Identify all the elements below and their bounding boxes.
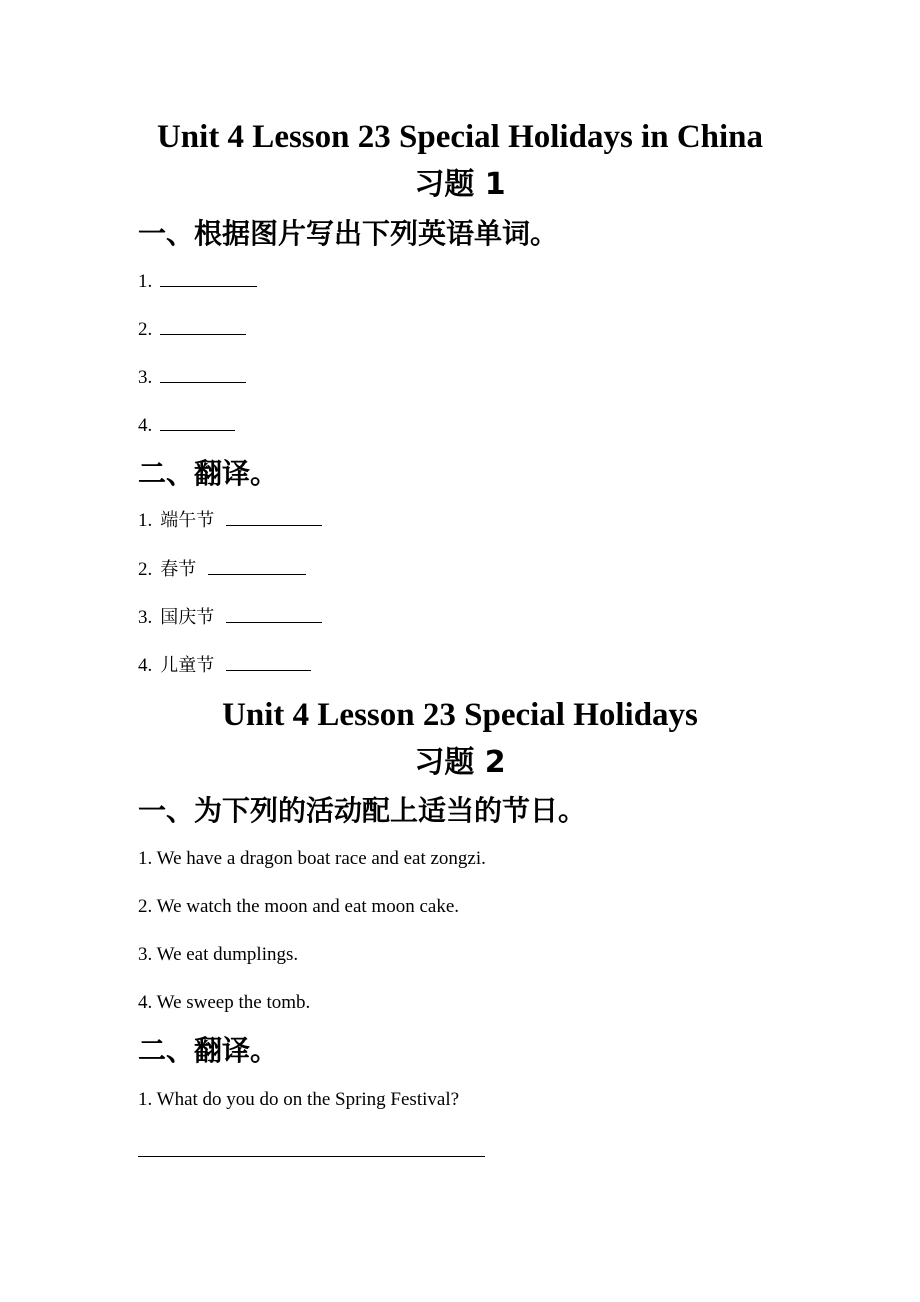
exercise-label-1: 习题 1 bbox=[414, 167, 506, 202]
list-item: 1. We have a dragon boat race and eat zongzi. bbox=[138, 848, 486, 869]
answer-blank[interactable] bbox=[160, 364, 246, 383]
section-heading: 二、翻译。 bbox=[138, 457, 279, 490]
item-text: 国庆节 bbox=[160, 607, 215, 628]
item-text: 儿童节 bbox=[160, 655, 215, 676]
list-item bbox=[138, 556, 306, 583]
worksheet-title-2: Unit 4 Lesson 23 Special Holidays bbox=[222, 697, 698, 733]
answer-line[interactable] bbox=[138, 1156, 485, 1157]
section-heading: 二、翻译。 bbox=[138, 1034, 279, 1067]
list-item bbox=[138, 412, 235, 439]
item-number: 1. bbox=[138, 271, 153, 292]
list-item: 1. What do you do on the Spring Festival? bbox=[138, 1089, 460, 1110]
list-item bbox=[138, 652, 311, 679]
list-item: 4. We sweep the tomb. bbox=[138, 992, 311, 1013]
item-number: 4. bbox=[138, 415, 153, 436]
list-item bbox=[138, 507, 322, 534]
worksheet-title-1: Unit 4 Lesson 23 Special Holidays in China bbox=[156, 119, 764, 155]
section-heading: 一、为下列的活动配上适当的节日。 bbox=[138, 794, 587, 827]
answer-blank[interactable] bbox=[226, 652, 311, 671]
exercise-label-2: 习题 2 bbox=[414, 745, 506, 780]
list-item: 2. We watch the moon and eat moon cake. bbox=[138, 896, 460, 917]
item-number: 4. bbox=[138, 655, 153, 676]
list-item bbox=[138, 268, 257, 295]
item-text: 端午节 bbox=[160, 510, 215, 531]
item-text: 春节 bbox=[160, 559, 197, 580]
answer-blank[interactable] bbox=[160, 268, 257, 287]
list-item bbox=[138, 316, 246, 343]
answer-blank[interactable] bbox=[226, 507, 322, 526]
item-number: 2. bbox=[138, 319, 153, 340]
list-item: 3. We eat dumplings. bbox=[138, 944, 299, 965]
item-number: 3. bbox=[138, 607, 153, 628]
list-item bbox=[138, 364, 246, 391]
list-item bbox=[138, 604, 322, 631]
item-number: 3. bbox=[138, 367, 153, 388]
answer-blank[interactable] bbox=[160, 316, 246, 335]
answer-blank[interactable] bbox=[160, 412, 235, 431]
item-number: 2. bbox=[138, 559, 153, 580]
section-heading: 一、根据图片写出下列英语单词。 bbox=[138, 217, 559, 250]
answer-blank[interactable] bbox=[208, 556, 306, 575]
item-number: 1. bbox=[138, 510, 153, 531]
answer-blank[interactable] bbox=[226, 604, 322, 623]
